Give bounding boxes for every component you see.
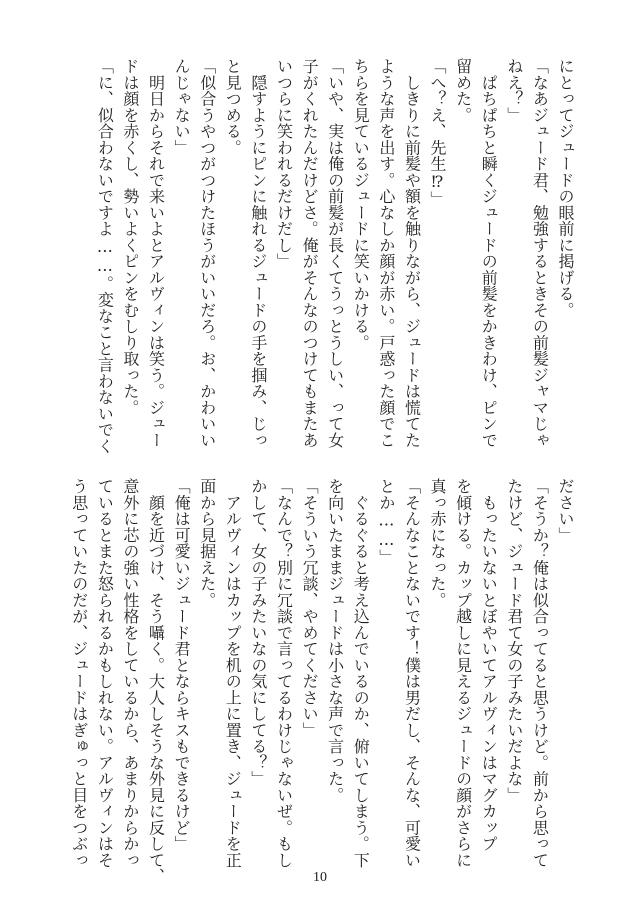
text-column: 「俺は可愛いジュード君とならキスもできるけど」 [172, 478, 192, 852]
text-column: ぐるぐると考え込んでいるのか、俯いてしまう。下 [351, 478, 371, 868]
text-block-upper [92, 58, 578, 454]
text-column: 明日からそれで来いよとアルヴィンは笑う。ジュー [146, 58, 166, 448]
page-number: 10 [313, 870, 327, 885]
text-column: かして、女の子みたいなの気にしてる？」 [248, 478, 268, 787]
text-column: ねえ？」 [504, 58, 524, 123]
text-column: とか……」 [376, 478, 396, 566]
text-column: アルヴィンはカップを机の上に置き、ジュードを正 [223, 478, 243, 868]
text-column: を向いたままジュードは小さな声で言った。 [325, 478, 345, 803]
text-column: う思っていたのだが、ジュードはぎゅっと目をつぶっ [69, 478, 89, 868]
text-column: にとってジュードの眼前に掲げる。 [556, 58, 575, 318]
text-column: 「へ？え、先生⁉」 [428, 58, 448, 208]
text-column: と見つめる。 [223, 58, 243, 156]
text-column: 「そうか？俺は似合ってると思うけど。前から思って [530, 478, 550, 868]
text-column: いつらに笑われるだけだし」 [274, 58, 294, 270]
text-column: 「そんなことないです！僕は男だし、そんな、可愛い [402, 478, 422, 868]
text-column: んじゃない」 [172, 58, 192, 156]
text-column: 留めた。 [453, 58, 473, 123]
text-column: 子がくれたんだけどさ。俺がそんなのつけてもまたあ [300, 58, 320, 448]
text-column: 「に、似合わないですよ……。変なこと言わないでく [95, 58, 115, 454]
text-column: ているとまた怒られるかもしれない。アルヴィンはそ [95, 478, 115, 868]
text-column: を傾ける。カップ越しに見えるジュードの顔がさらに [453, 478, 473, 868]
text-column: 「なんで？別に冗談で言ってるわけじゃないぜ。もし [274, 478, 294, 868]
text-column: 真っ赤になった。 [428, 478, 448, 608]
text-column: 面から見据えた。 [197, 478, 217, 608]
text-column: 「似合うやつがつけたほうがいいだろ。お、かわいい [197, 58, 217, 448]
text-column: 「いや、実は俺の前髪が長くてうっとうしい、って女 [325, 58, 345, 448]
text-column: ぱちぱちと瞬くジュードの前髪をかきわけ、ピンで [479, 58, 499, 448]
text-column: ような声を出す。心なしか顔が赤い。戸惑った顔でこ [376, 58, 396, 448]
text-column: たけど、ジュード君て女の子みたいだよな」 [504, 478, 524, 803]
text-column: しきりに前髪や額を触りながら、ジュードは慌てた [402, 58, 422, 448]
text-column: 「そういう冗談、やめてください」 [300, 478, 320, 738]
text-column: 意外に芯の強い性格をしているから、あまりからかっ [120, 478, 140, 868]
text-column: もったいないとぼやいてアルヴィンはマグカップ [479, 478, 499, 852]
text-column: 隠すようにピンに触れるジュードの手を掴み、じっ [248, 58, 268, 448]
text-column: 顔を近づけ、そう囁く。大人しそうな外見に反して、 [146, 478, 166, 885]
text-column: 「なあジュード君、勉強するときその前髪ジャマじゃ [530, 58, 550, 448]
text-column: ださい」 [556, 478, 575, 543]
text-column: ちらを見ているジュードに笑いかける。 [351, 58, 371, 351]
text-column: ドは顔を赤くし、勢いよくピンをむしり取った。 [120, 58, 140, 416]
